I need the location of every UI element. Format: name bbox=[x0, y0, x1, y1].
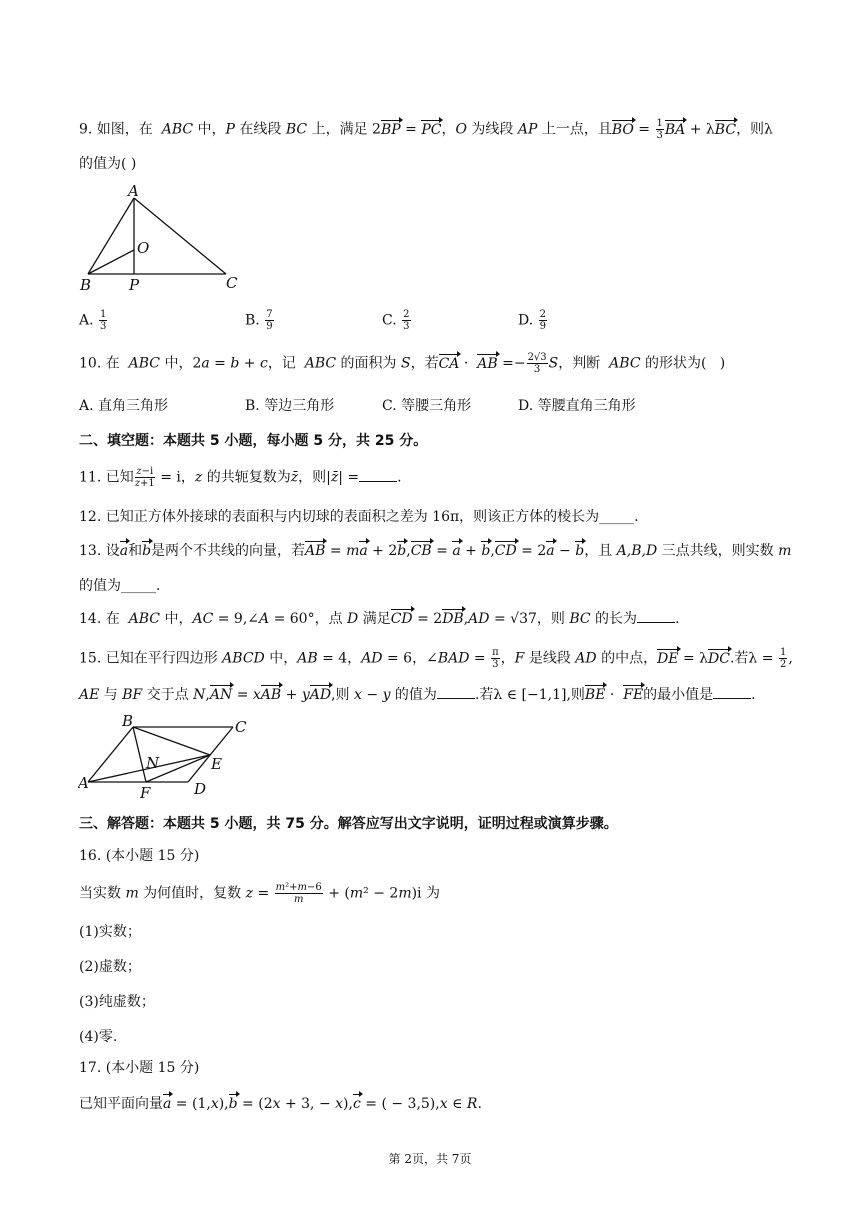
q15-answer-blank-2[interactable] bbox=[713, 686, 751, 699]
q9-option-d[interactable]: D. $\frac{2}{9}$ bbox=[518, 309, 547, 332]
q16-part-3: (3)纯虚数； bbox=[79, 994, 155, 1010]
q10-option-b[interactable]: B. 等边三角形 bbox=[245, 398, 335, 414]
q16-header: 16. (本小题 15 分) bbox=[79, 848, 200, 864]
page-footer: 第 2页，共 7页 bbox=[388, 1152, 472, 1166]
q16-part-2: (2)虚数； bbox=[79, 959, 141, 975]
q16-part-1: (1)实数； bbox=[79, 924, 141, 940]
q9-option-b[interactable]: B. $\frac{7}{9}$ bbox=[245, 309, 273, 332]
label-F: F bbox=[140, 784, 151, 802]
label-A: A bbox=[128, 184, 139, 200]
q10-stem: 10. 在 ABC 中，2a = b + c，记 ABC 的面积为 S，若CA · AB =− $\frac{2√3}{3}$ S，判断 ABC 的形状为( ) bbox=[79, 352, 726, 375]
q13-line1: 13. 设a和b是两个不共线的向量，若AB = ma + 2b,CB = a + b,CD = 2a − b，且 A,B,D 三点共线，则实数 m bbox=[79, 543, 792, 559]
q9-stem-line2: 的值为( ) bbox=[79, 156, 137, 172]
label-N: N bbox=[146, 754, 160, 772]
q12-stem: 12. 已知正方体外接球的表面积与内切球的表面积之差为 16π，则该正方体的棱长为_____. bbox=[79, 509, 639, 525]
q13-line2: 的值为_____. bbox=[79, 578, 161, 594]
q16-part-4: (4)零. bbox=[79, 1029, 118, 1045]
q15-line1: 15. 已知在平行四边形 ABCD 中，AB = 4，AD = 6，∠BAD = $\frac{\pi}{3}$ ，F 是线段 AD 的中点，DE = λDC.若λ = $\frac{1}{2}$ , bbox=[79, 647, 793, 670]
q15-answer-blank-1[interactable] bbox=[437, 686, 475, 699]
label-E: E bbox=[211, 755, 222, 773]
label-O: O bbox=[137, 239, 150, 257]
q10-option-d[interactable]: D. 等腰直角三角形 bbox=[518, 398, 636, 414]
q17-stem: 已知平面向量a = (1,x),b = (2x + 3, − x),c = ( − 3,5),x ∈ R. bbox=[79, 1096, 482, 1112]
q11-stem: 11. 已知 $\frac{z-i}{z+1}$ = i，z 的共轭复数为z̄，则|z̄| = . bbox=[79, 466, 402, 489]
label-C: C bbox=[226, 274, 238, 292]
q11-answer-blank[interactable] bbox=[359, 469, 397, 482]
q9-option-c[interactable]: C. $\frac{2}{3}$ bbox=[382, 309, 410, 332]
q14-stem: 14. 在 ABC 中，AC = 9,∠A = 60°，点 D 满足CD = 2DB,AD = √37，则 BC 的长为 . bbox=[79, 611, 680, 627]
q9-option-a[interactable]: A. $\frac{1}{3}$ bbox=[79, 309, 107, 332]
label-C: C bbox=[235, 718, 247, 736]
label-P: P bbox=[129, 276, 140, 294]
label-D: D bbox=[194, 780, 207, 798]
q15-line2: AE 与 BF 交于点 N,AN = xAB + yAD,则 x − y 的值为 .若λ ∈ [−1,1],则BE · FE的最小值是 . bbox=[79, 687, 756, 703]
label-A: A bbox=[78, 774, 89, 792]
q9-triangle-figure bbox=[78, 184, 248, 296]
q15-parallelogram-figure bbox=[78, 712, 258, 802]
section-2-heading: 二、填空题：本题共 5 小题，每小题 5 分，共 25 分。 bbox=[79, 433, 428, 449]
label-B: B bbox=[122, 712, 134, 730]
q14-answer-blank[interactable] bbox=[637, 610, 675, 623]
q10-option-a[interactable]: A. 直角三角形 bbox=[79, 398, 169, 414]
q16-stem: 当实数 m 为何值时，复数 z = $\frac{\text{m²+m−6}}{m}$ + (m² − 2m)i 为 bbox=[79, 882, 440, 905]
q10-option-c[interactable]: C. 等腰三角形 bbox=[382, 398, 472, 414]
q17-header: 17. (本小题 15 分) bbox=[79, 1060, 200, 1076]
q9-stem-line1: 9. 如图，在 ABC 中，P 在线段 BC 上，满足 2BP = PC，O 为线段 AP 上一点，且BO = $\frac{1}{3}$ BA + λBC，则λ bbox=[79, 118, 773, 141]
section-3-heading: 三、解答题：本题共 5 小题，共 75 分。解答应写出文字说明，证明过程或演算步骤。 bbox=[79, 816, 618, 832]
label-B: B bbox=[80, 276, 92, 294]
